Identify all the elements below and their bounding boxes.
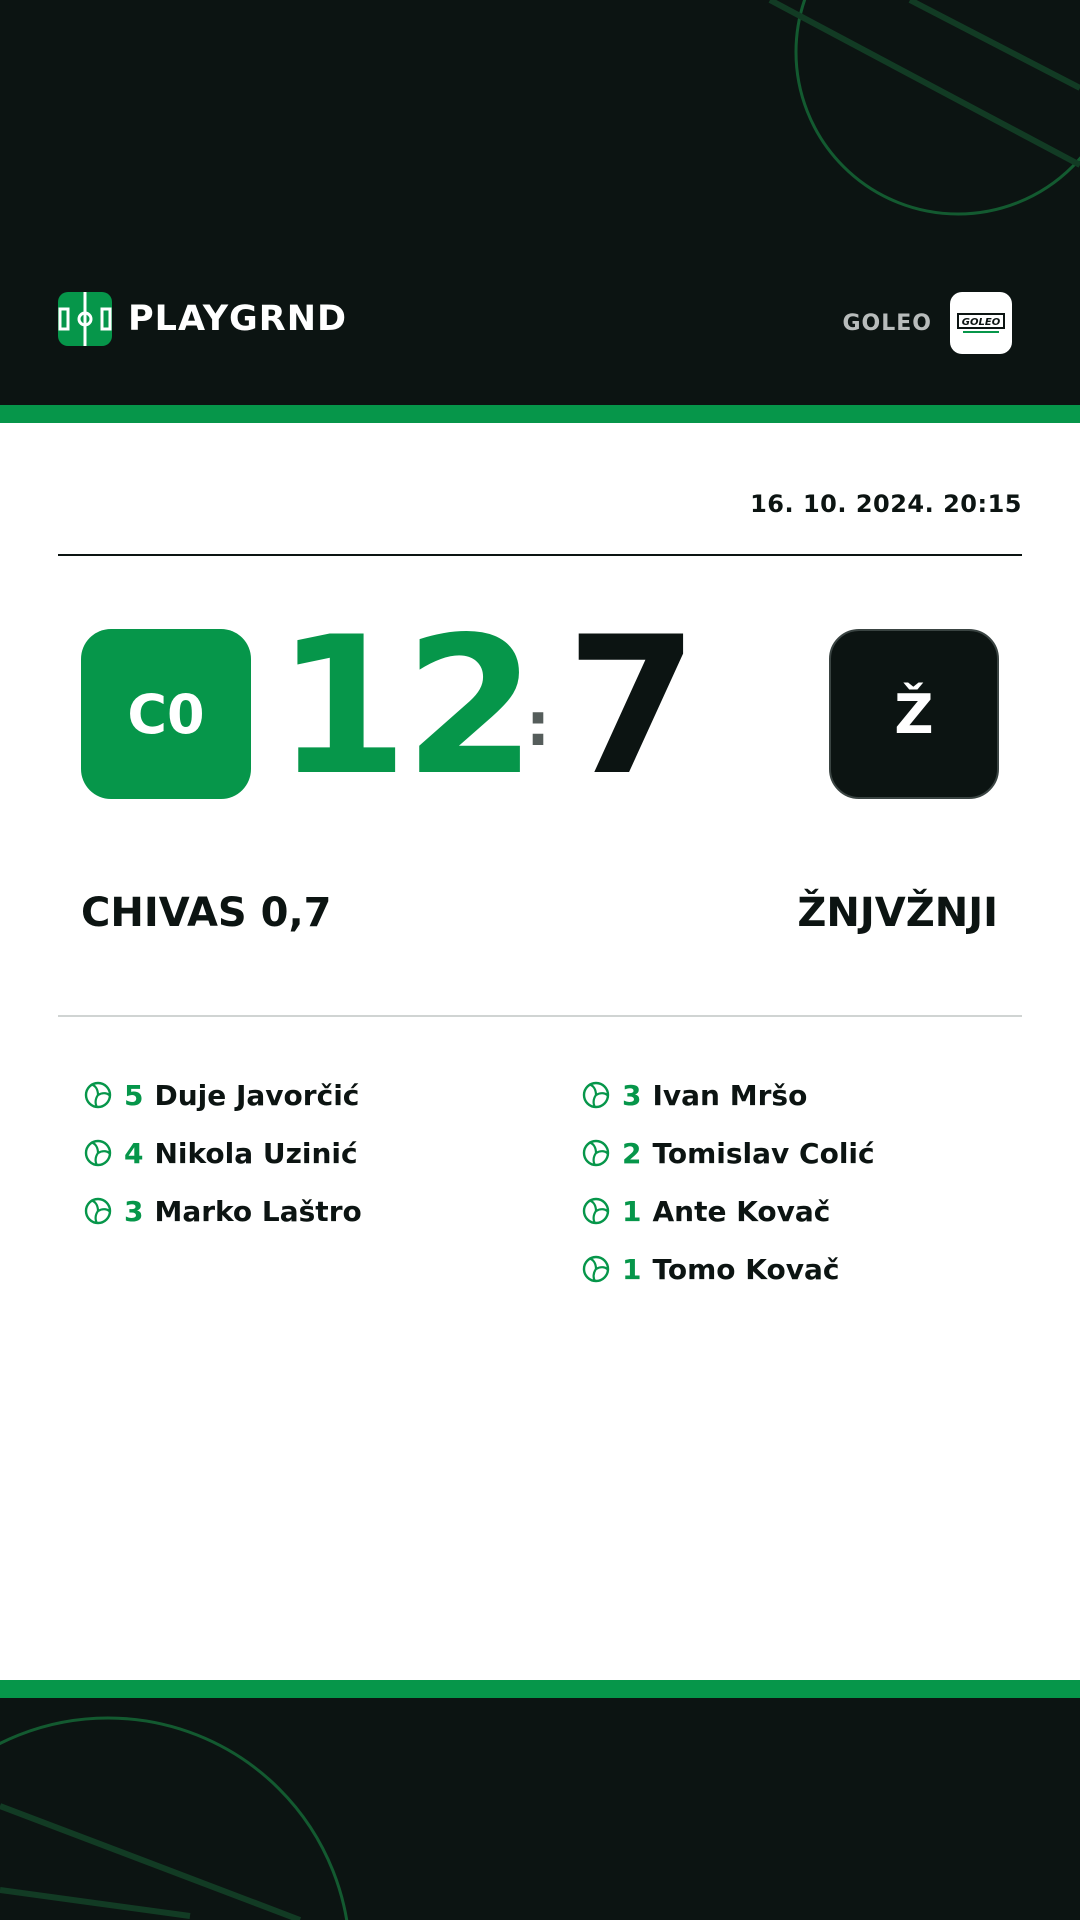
scorer-name: Tomislav Colić xyxy=(652,1136,875,1170)
home-scorers-list xyxy=(84,1066,362,1240)
scorer-name: Marko Laštro xyxy=(154,1194,362,1228)
scorer-item xyxy=(582,1182,875,1240)
home-team-badge: C0 xyxy=(81,629,251,799)
scorer-item xyxy=(582,1066,875,1124)
pitch-lines-decoration xyxy=(0,1698,1080,1920)
partner-logo xyxy=(950,292,1012,354)
ball-icon xyxy=(582,1139,610,1167)
brand-name: PLAYGRND xyxy=(128,299,348,339)
pitch-icon xyxy=(58,292,112,346)
ball-icon xyxy=(582,1255,610,1283)
header-accent-bar xyxy=(0,405,1080,423)
footer xyxy=(0,1698,1080,1920)
scorer-goals: 4 xyxy=(124,1136,144,1170)
partner-label: GOLEO xyxy=(842,310,932,336)
ball-icon xyxy=(84,1081,112,1109)
divider xyxy=(58,554,1022,556)
ball-icon xyxy=(84,1197,112,1225)
score-separator: : xyxy=(526,690,550,760)
scorer-item xyxy=(582,1240,875,1298)
divider xyxy=(58,1015,1022,1017)
away-team-badge: Ž xyxy=(829,629,999,799)
ball-icon xyxy=(84,1139,112,1167)
brand xyxy=(58,292,347,346)
scorer-name: Nikola Uzinić xyxy=(154,1136,358,1170)
scorer-goals: 1 xyxy=(622,1252,642,1286)
ball-icon xyxy=(582,1197,610,1225)
header xyxy=(0,0,1080,405)
footer-accent-bar xyxy=(0,1680,1080,1698)
scorer-goals: 3 xyxy=(622,1078,642,1112)
scorer-item xyxy=(84,1182,362,1240)
scorer-item xyxy=(582,1124,875,1182)
away-score: 7 xyxy=(566,596,699,817)
scorer-goals: 1 xyxy=(622,1194,642,1228)
home-score: 12 xyxy=(276,596,533,817)
partner-logo-text: GOLEO xyxy=(961,317,1001,328)
scorer-goals: 5 xyxy=(124,1078,144,1112)
scorer-item xyxy=(84,1066,362,1124)
home-team-name: CHIVAS 0,7 xyxy=(81,890,332,936)
goleo-logo xyxy=(957,311,1005,335)
scorer-name: Duje Javorčić xyxy=(154,1078,360,1112)
scorer-name: Ante Kovač xyxy=(652,1194,831,1228)
away-scorers-list xyxy=(582,1066,875,1298)
match-datetime: 16. 10. 2024. 20:15 xyxy=(750,490,1022,518)
scorer-name: Ivan Mršo xyxy=(652,1078,808,1112)
scorer-item xyxy=(84,1124,362,1182)
away-team-name: ŽNJVŽNJI xyxy=(797,890,998,936)
partner xyxy=(842,292,1012,354)
scorer-name: Tomo Kovač xyxy=(652,1252,840,1286)
scorer-goals: 2 xyxy=(622,1136,642,1170)
ball-icon xyxy=(582,1081,610,1109)
scorer-goals: 3 xyxy=(124,1194,144,1228)
